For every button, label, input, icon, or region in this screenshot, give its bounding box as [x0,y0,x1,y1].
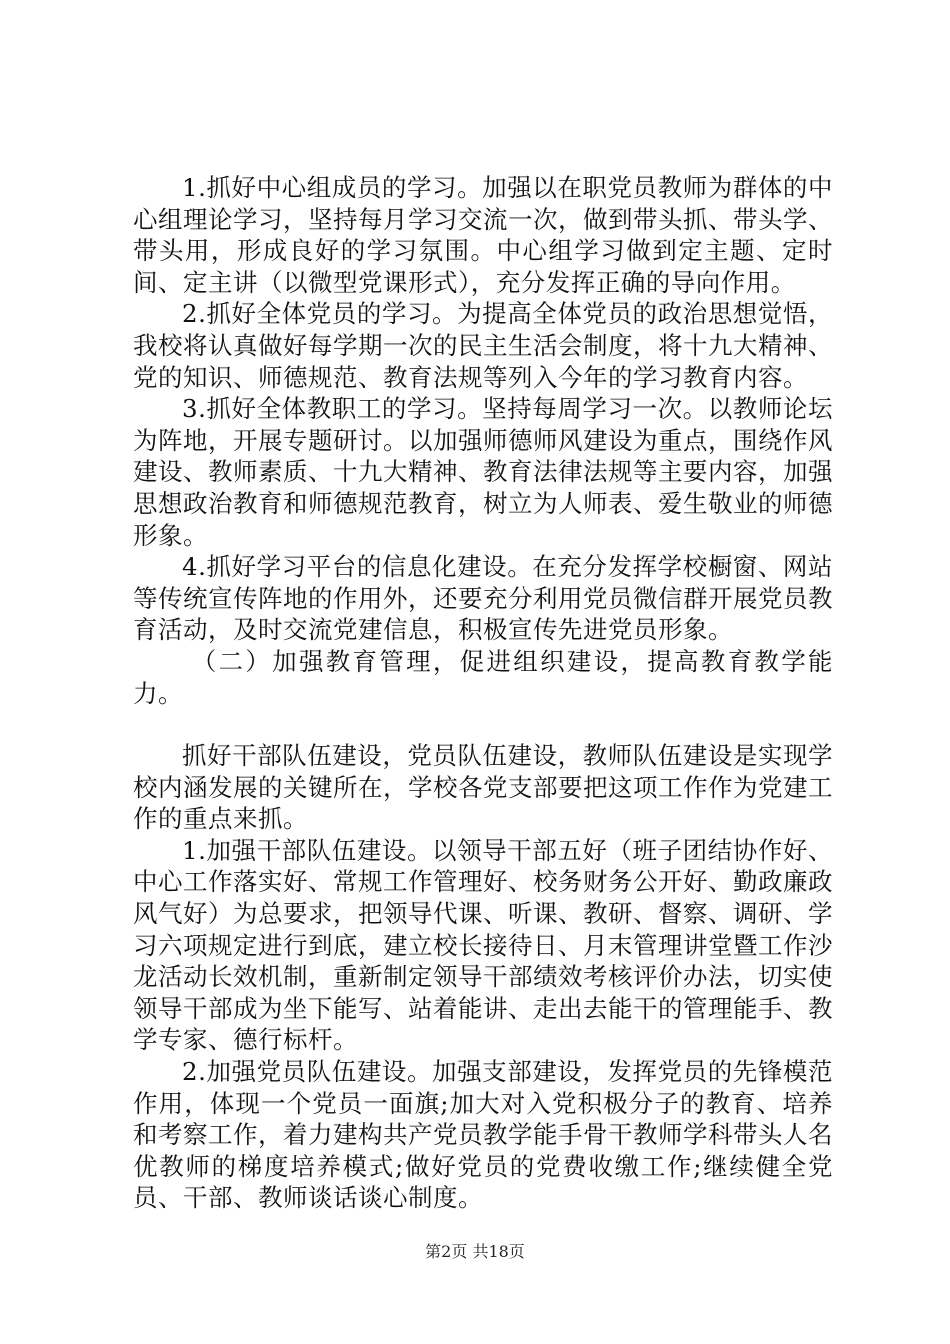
paragraph-study-staff: 3.抓好全体教职工的学习。坚持每周学习一次。以教师论坛为阵地，开展专题研讨。以加强师德师风建设为重点，围绕作风建设、教师素质、十九大精神、教育法律法规等主要内容，加强思想政治教育和师德规范教育，树立为人师表、爱生敬业的师德形象。 [133,394,833,550]
paragraph-party-member-team: 2.加强党员队伍建设。加强支部建设，发挥党员的先锋模范作用，体现一个党员一面旗;加大对入党积极分子的教育、培养和考察工作，着力建构共产党员教学能手骨干教师学科带头人名优教师的梯度培养模式;做好党员的党费收缴工作;继续健全党员、干部、教师谈话谈心制度。 [133,1057,833,1213]
page-number-footer: 第2页 共18页 [425,1242,525,1261]
paragraph-cadre-team: 1.加强干部队伍建设。以领导干部五好（班子团结协作好、中心工作落实好、常规工作管理好、校务财务公开好、勤政廉政风气好）为总要求，把领导代课、听课、教研、督察、调研、学习六项规定进行到底，建立校长接待日、月末管理讲堂暨工作沙龙活动长效机制，重新制定领导干部绩效考核评价办法，切实使领导干部成为坐下能写、站着能讲、走出去能干的管理能手、教学专家、德行标杆。 [133,835,833,1055]
paragraph-study-platform: 4.抓好学习平台的信息化建设。在充分发挥学校橱窗、网站等传统宣传阵地的作用外，还要充分利用党员微信群开展党员教育活动，及时交流党建信息，积极宣传先进党员形象。 [133,552,833,645]
paragraph-team-building-intro: 抓好干部队伍建设，党员队伍建设，教师队伍建设是实现学校内涵发展的关键所在，学校各党支部要把这项工作作为党建工作的重点来抓。 [133,741,833,834]
paragraph-spacer [133,709,833,740]
document-body [133,172,833,1214]
paragraph-study-central-group: 1.抓好中心组成员的学习。加强以在职党员教师为群体的中心组理论学习，坚持每月学习交流一次，做到带头抓、带头学、带头用，形成良好的学习氛围。中心组学习做到定主题、定时间、定主讲（以微型党课形式），充分发挥正确的导向作用。 [133,173,833,297]
section-heading: （二）加强教育管理，促进组织建设，提高教育教学能力。 [133,646,833,708]
paragraph-study-party-members: 2.抓好全体党员的学习。为提高全体党员的政治思想觉悟，我校将认真做好每学期一次的民主生活会制度，将十九大精神、党的知识、师德规范、教育法规等列入今年的学习教育内容。 [133,299,833,392]
